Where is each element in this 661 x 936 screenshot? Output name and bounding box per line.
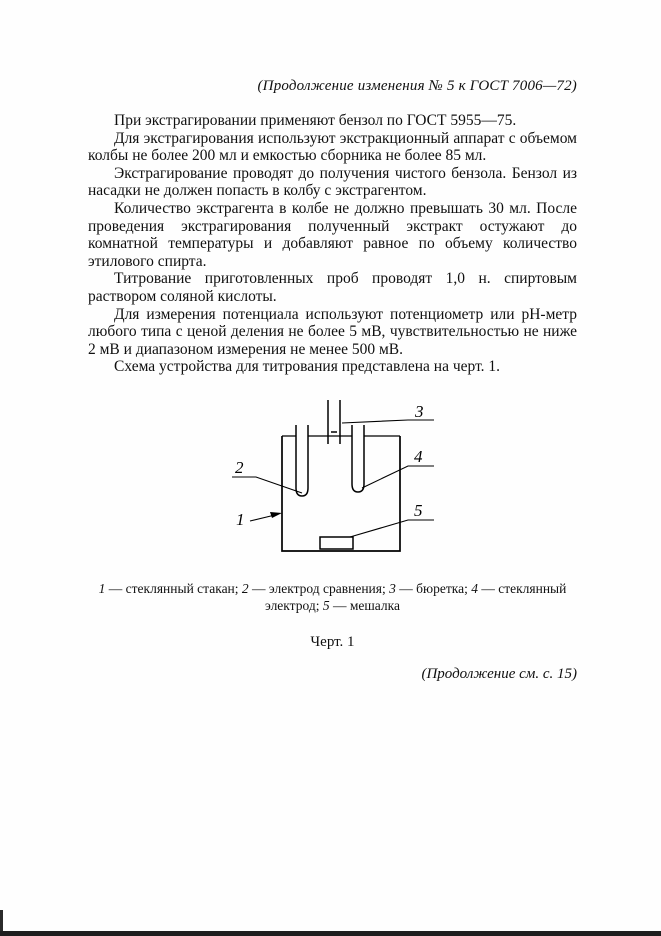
paragraph-2: Для экстрагирования используют экстракционный аппарат с объемом колбы не более 200 мл и емкостью сборника не более 85 мл. bbox=[88, 129, 577, 165]
reference-electrode-tube bbox=[296, 425, 308, 496]
label-reference-electrode: 2 bbox=[235, 457, 244, 477]
arrowhead-to-beaker bbox=[270, 512, 282, 518]
label-glass-electrode: 4 bbox=[414, 446, 423, 466]
caption-text: — электрод сравнения; bbox=[248, 580, 390, 596]
document-header: (Продолжение изменения № 5 к ГОСТ 7006—72) bbox=[257, 78, 577, 94]
caption-item bbox=[323, 598, 400, 613]
caption-item bbox=[389, 581, 471, 596]
caption-num: 2 bbox=[241, 580, 249, 596]
paragraph-7: Схема устройства для титрования представлена на черт. 1. bbox=[114, 358, 501, 376]
burette-tube bbox=[328, 400, 340, 444]
caption-text: — стеклянный стакан; bbox=[105, 580, 242, 596]
paragraph-3: Экстрагирование проводят до получения чистого бензола. Бензол из насадки не должен попасть в колбу с экстрагентом. bbox=[88, 164, 577, 200]
glass-electrode-tube bbox=[352, 425, 364, 492]
caption-num: 4 bbox=[471, 580, 478, 596]
continuation-note: (Продолжение см. с. 15) bbox=[421, 665, 577, 682]
paragraph-1: При экстрагировании применяют бензол по ГОСТ 5955—75. bbox=[114, 112, 517, 129]
figure-caption bbox=[88, 580, 577, 614]
stirrer-bar bbox=[320, 537, 353, 549]
caption-num: 3 bbox=[389, 580, 396, 596]
caption-text: — стеклянный электрод; bbox=[265, 580, 567, 613]
caption-item bbox=[99, 581, 242, 596]
caption-item bbox=[242, 581, 389, 596]
label-stirrer: 5 bbox=[414, 500, 423, 520]
caption-num: 1 bbox=[98, 580, 106, 596]
leader-lines bbox=[232, 420, 434, 537]
caption-num: 5 bbox=[322, 597, 330, 613]
paragraph-5: Титрование приготовленных проб проводят 1,0 н. спиртовым раствором соляной кислоты. bbox=[88, 270, 577, 305]
figure-number: Черт. 1 bbox=[310, 633, 355, 650]
label-beaker: 1 bbox=[236, 509, 245, 529]
caption-text: — мешалка bbox=[329, 597, 400, 613]
titration-apparatus-figure bbox=[88, 396, 577, 568]
scan-edge-bottom bbox=[0, 931, 661, 936]
label-burette: 3 bbox=[415, 401, 424, 421]
caption-text: — бюретка; bbox=[395, 580, 472, 596]
paragraph-4: Количество экстрагента в колбе не должно превышать 30 мл. После проведения экстрагирования полученный экстракт остужают до комнатной температуры и добавляют равное по объему количество этилового спирта. bbox=[88, 199, 577, 270]
paragraph-6: Для измерения потенциала используют потенциометр или рН-метр любого типа с ценой деления не более 5 мВ, чувствительностью не ниже 2 мВ и диапазоном измерения не менее 500 мВ. bbox=[88, 305, 577, 358]
titration-apparatus-diagram bbox=[88, 396, 577, 568]
